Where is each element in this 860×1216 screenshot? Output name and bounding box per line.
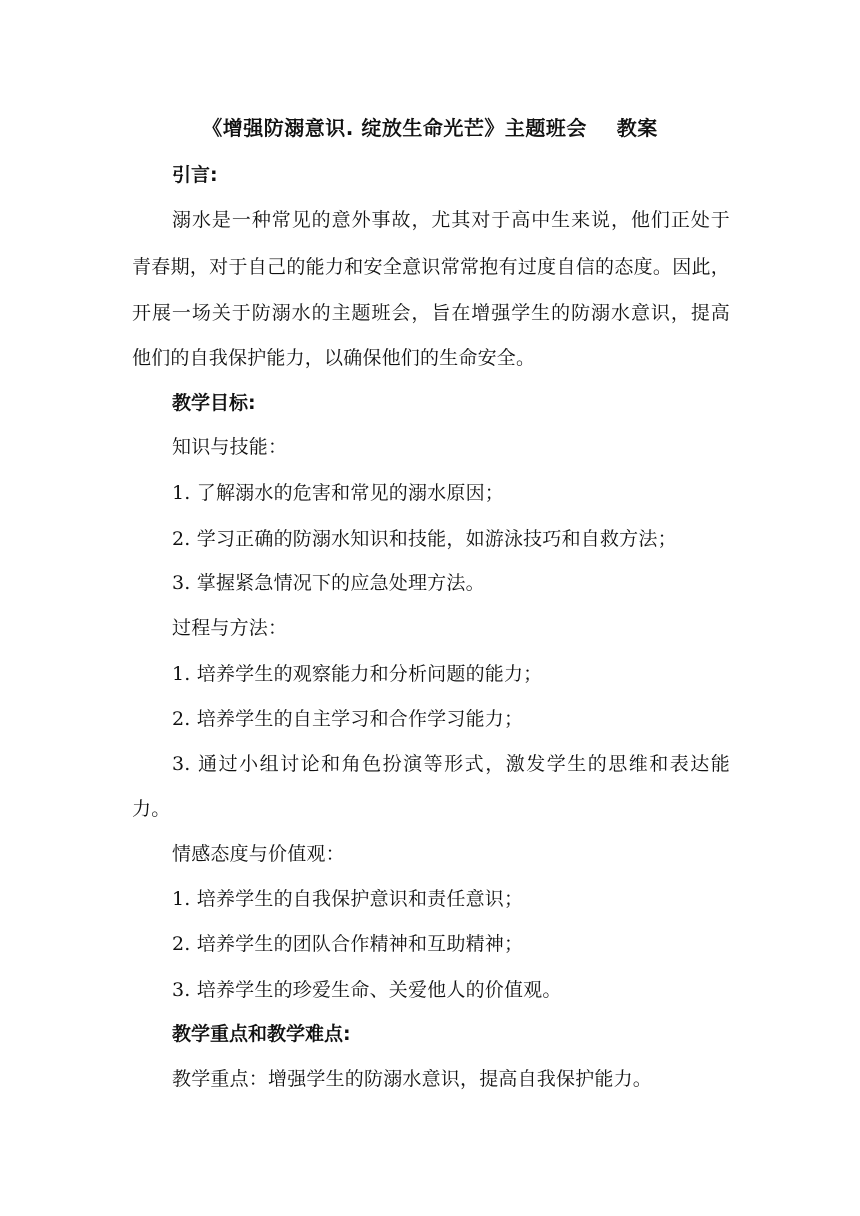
process-item-1: 1. 培养学生的观察能力和分析问题的能力；	[172, 663, 543, 685]
intro-heading: 引言:	[172, 164, 218, 186]
values-label: 情感态度与价值观：	[172, 843, 345, 865]
process-item-2: 2. 培养学生的自主学习和合作学习能力；	[172, 708, 524, 730]
values-item-3: 3. 培养学生的珍爱生命、关爱他人的价值观。	[172, 979, 562, 1001]
knowledge-item-3: 3. 掌握紧急情况下的应急处理方法。	[172, 572, 485, 594]
knowledge-item-1: 1. 了解溺水的危害和常见的溺水原因；	[172, 482, 504, 504]
process-label: 过程与方法：	[172, 617, 288, 639]
knowledge-label: 知识与技能：	[172, 436, 288, 458]
intro-line-2: 青春期，对于自己的能力和安全意识常常抱有过度自信的态度。因此，	[132, 256, 730, 278]
knowledge-item-2: 2. 学习正确的防溺水知识和技能，如游泳技巧和自救方法；	[172, 528, 677, 550]
intro-line-1: 溺水是一种常见的意外事故，尤其对于高中生来说，他们正处于	[172, 209, 730, 231]
document-title: 《增强防溺意识. 绽放生命光芒》主题班会 教案	[202, 116, 658, 140]
values-item-2: 2. 培养学生的团队合作精神和互助精神；	[172, 933, 524, 955]
intro-line-4: 他们的自我保护能力，以确保他们的生命安全。	[132, 347, 536, 369]
goals-heading: 教学目标:	[172, 392, 256, 414]
values-item-1: 1. 培养学生的自我保护意识和责任意识；	[172, 888, 524, 910]
intro-line-3: 开展一场关于防溺水的主题班会，旨在增强学生的防溺水意识，提高	[132, 302, 730, 324]
key-point: 教学重点：增强学生的防溺水意识，提高自我保护能力。	[172, 1068, 653, 1090]
key-heading: 教学重点和教学难点:	[172, 1023, 351, 1045]
process-item-3-cont: 力。	[132, 798, 171, 820]
process-item-3: 3. 通过小组讨论和角色扮演等形式，激发学生的思维和表达能	[172, 753, 730, 775]
